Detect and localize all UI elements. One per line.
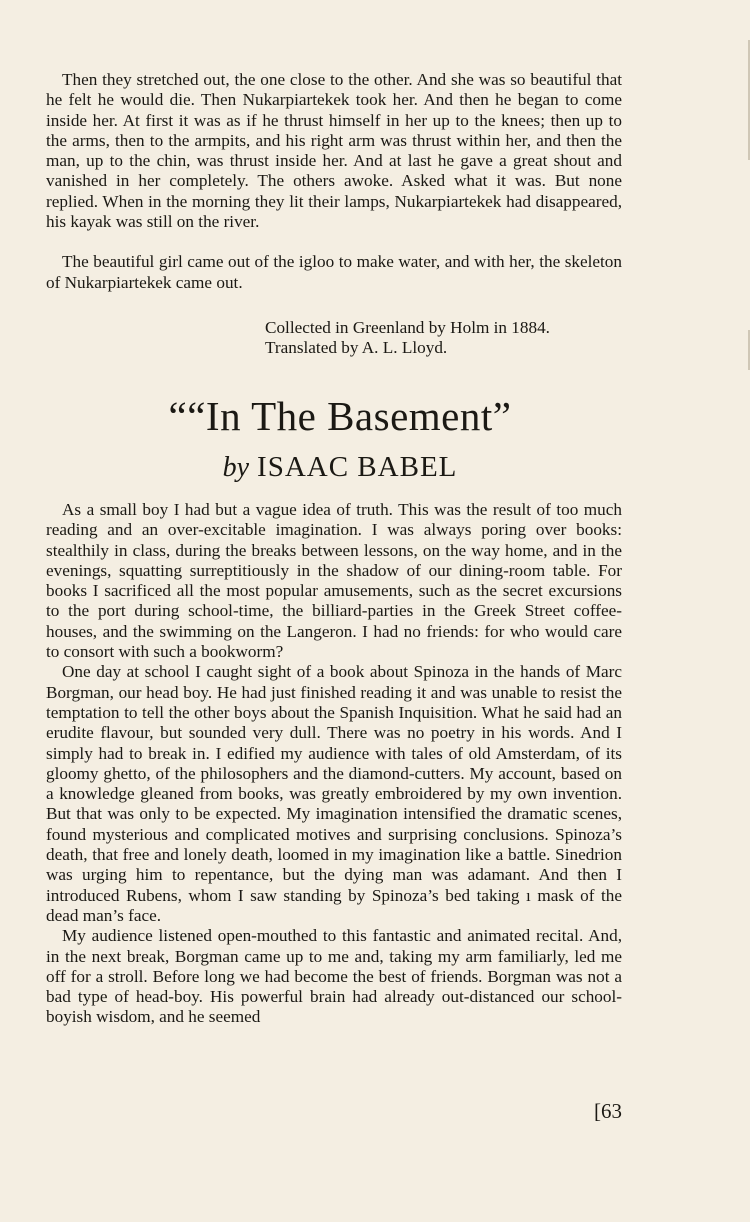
byline-author: ISAAC BABEL bbox=[257, 451, 458, 483]
article-body bbox=[46, 500, 622, 1028]
article-byline bbox=[0, 447, 680, 488]
page-number: [63 bbox=[594, 1099, 622, 1123]
attribution-collected: Collected in Greenland by Holm in 1884. bbox=[265, 318, 550, 337]
article-paragraph: As a small boy I had but a vague idea of truth. This was the result of too much reading and an over-excitable imagination. I was always poring over books: stealthily in class, during the breaks between lessons, on the way home, and in the evenings, squatting surreptitiously in the shadow of our dining-room table. For books I sacrificed all the most popular amusements, such as the secret excursions to the port during school-time, the billiard-parties in the Greek Street coffee-houses, and the swimming on the Langeron. I had no friends: for who would care to consort with such a bookworm? bbox=[46, 500, 622, 662]
attribution-translated: Translated by A. L. Lloyd. bbox=[265, 338, 448, 358]
article-title: ““In The Basement” bbox=[168, 393, 512, 439]
byline-by: by bbox=[222, 452, 250, 483]
story-ending bbox=[46, 70, 622, 293]
story-paragraph: The beautiful girl came out of the igloo to make water, and with her, the skeleton of Nukarpiartekek came out. bbox=[46, 252, 622, 292]
article-paragraph: My audience listened open-mouthed to this fantastic and animated recital. And, in the next break, Borgman came up to me and, taking my arm familiarly, led me off for a stroll. Before long we had become the best of friends. Borgman was not a bad type of head-boy. His powerful brain had already out-distanced our school-boyish wisdom, and he seemed bbox=[46, 926, 622, 1027]
article-paragraph: One day at school I caught sight of a book about Spinoza in the hands of Marc Borgman, our head boy. He had just finished reading it and was unable to resist the temptation to tell the other boys about the Spanish Inquisition. What he said had an erudite flavour, but sounded very dull. There was no poetry in his words. And I simply had to break in. I edified my audience with tales of old Amsterdam, of its gloomy ghetto, of the philosophers and the diamond-cutters. My account, based on a knowledge gleaned from books, was greatly embroidered by my own invention. But that was only to be expected. My imagination intensified the dramatic scenes, found mysterious and complicated motives and surprising conclusions. Spinoza’s death, that free and lonely death, loomed in my imagination like a battle. Sinedrion was urging him to repentance, but the dying man was adamant. And then I introduced Rubens, whom I saw standing by Spinoza’s bed taking ı mask of the dead man’s face. bbox=[46, 662, 622, 925]
story-attribution bbox=[265, 318, 645, 359]
story-paragraph: Then they stretched out, the one close to the other. And she was so beautiful that he felt he would die. Then Nukarpiartekek took her. And then he began to come inside her. At first it was as if he thrust himself in her up to the knees; then up to the arms, then to the armpits, and his right arm was thrust within her, and then the man, up to the chin, was thrust inside her. And at last he gave a great shout and vanished in her completely. The others awoke. Asked what it was. But none replied. When in the morning they lit their lamps, Nukarpiartekek had disappeared, his kayak was still on the river. bbox=[46, 70, 622, 232]
